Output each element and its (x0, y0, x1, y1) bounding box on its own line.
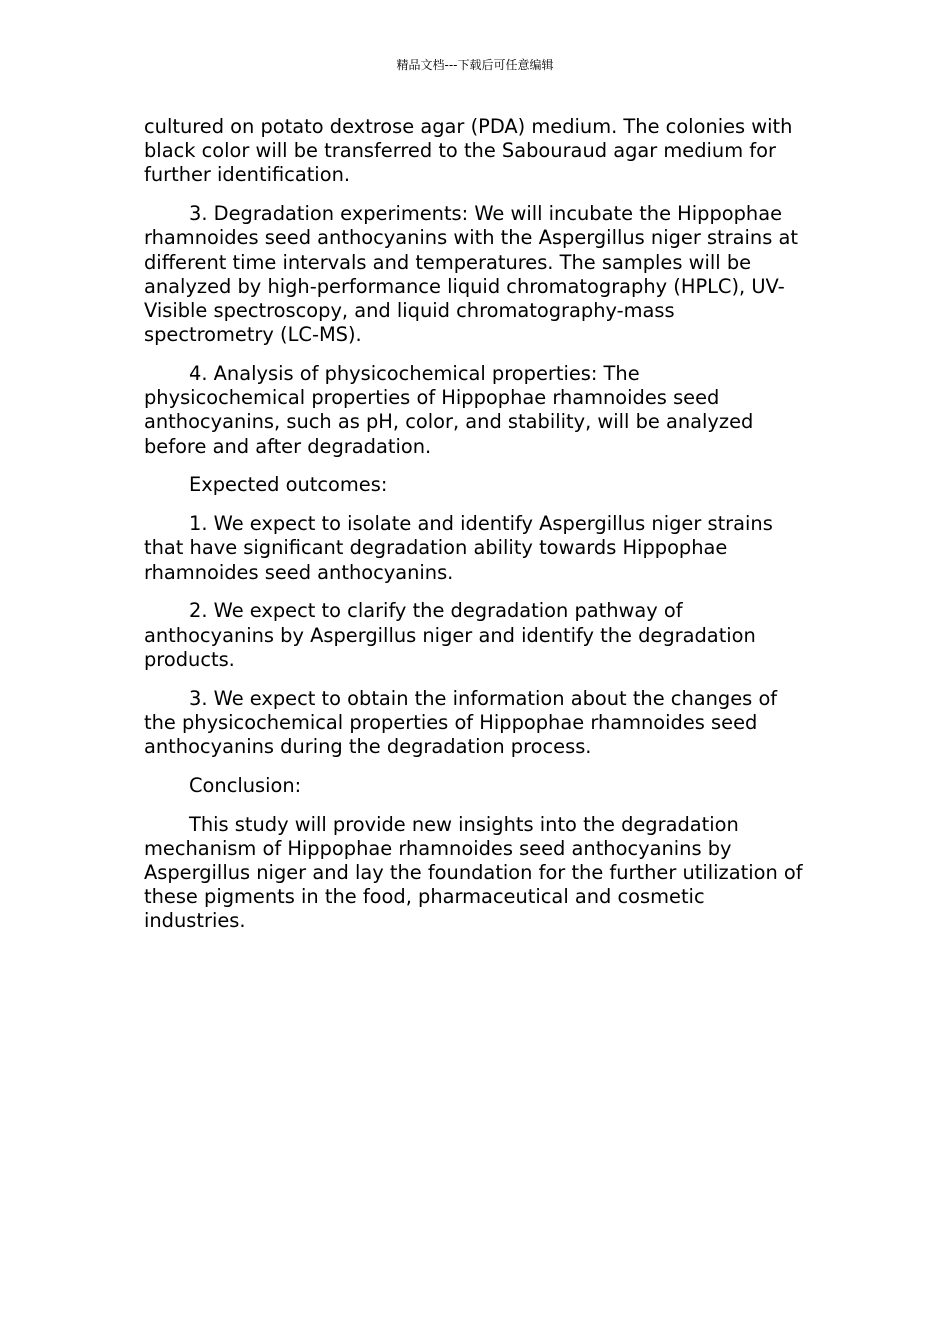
heading-expected-outcomes: Expected outcomes: (189, 473, 388, 497)
paragraph-continuation: cultured on potato dextrose agar (PDA) medium. The colonies with black color will be transferred to the Sabouraud agar medium for further identification. (144, 115, 793, 187)
paragraph-physicochemical-analysis: 4. Analysis of physicochemical properties: The physicochemical properties of Hippophae rhamnoides seed anthocyanins, such as pH, color, and stability, will be analyzed before and after degradation. (144, 362, 754, 458)
page-header: 精品文档---下载后可任意编辑 (396, 58, 554, 72)
paragraph-outcome-1: 1. We expect to isolate and identify Aspergillus niger strains that have significant degradation ability towards Hippophae rhamnoides seed anthocyanins. (144, 512, 773, 584)
paragraph-degradation-experiments: 3. Degradation experiments: We will incubate the Hippophae rhamnoides seed anthocyanins with the Aspergillus niger strains at different time intervals and temperatures. The samples will be analyzed by high-performance liquid chromatography (HPLC), UV-Visible spectroscopy, and liquid chromatography-mass spectrometry (LC-MS). (144, 202, 798, 347)
heading-conclusion: Conclusion: (189, 773, 302, 797)
paragraph-conclusion: This study will provide new insights into the degradation mechanism of Hippophae rhamnoides seed anthocyanins by Aspergillus niger and lay the foundation for the further utilization of these pigments in the food, pharmaceutical and cosmetic industries. (144, 812, 803, 933)
paragraph-outcome-3: 3. We expect to obtain the information about the changes of the physicochemical properties of Hippophae rhamnoides seed anthocyanins during the degradation process. (144, 686, 778, 759)
document-body (144, 115, 806, 948)
paragraph-outcome-2: 2. We expect to clarify the degradation pathway of anthocyanins by Aspergillus niger and identify the degradation products. (144, 599, 756, 671)
